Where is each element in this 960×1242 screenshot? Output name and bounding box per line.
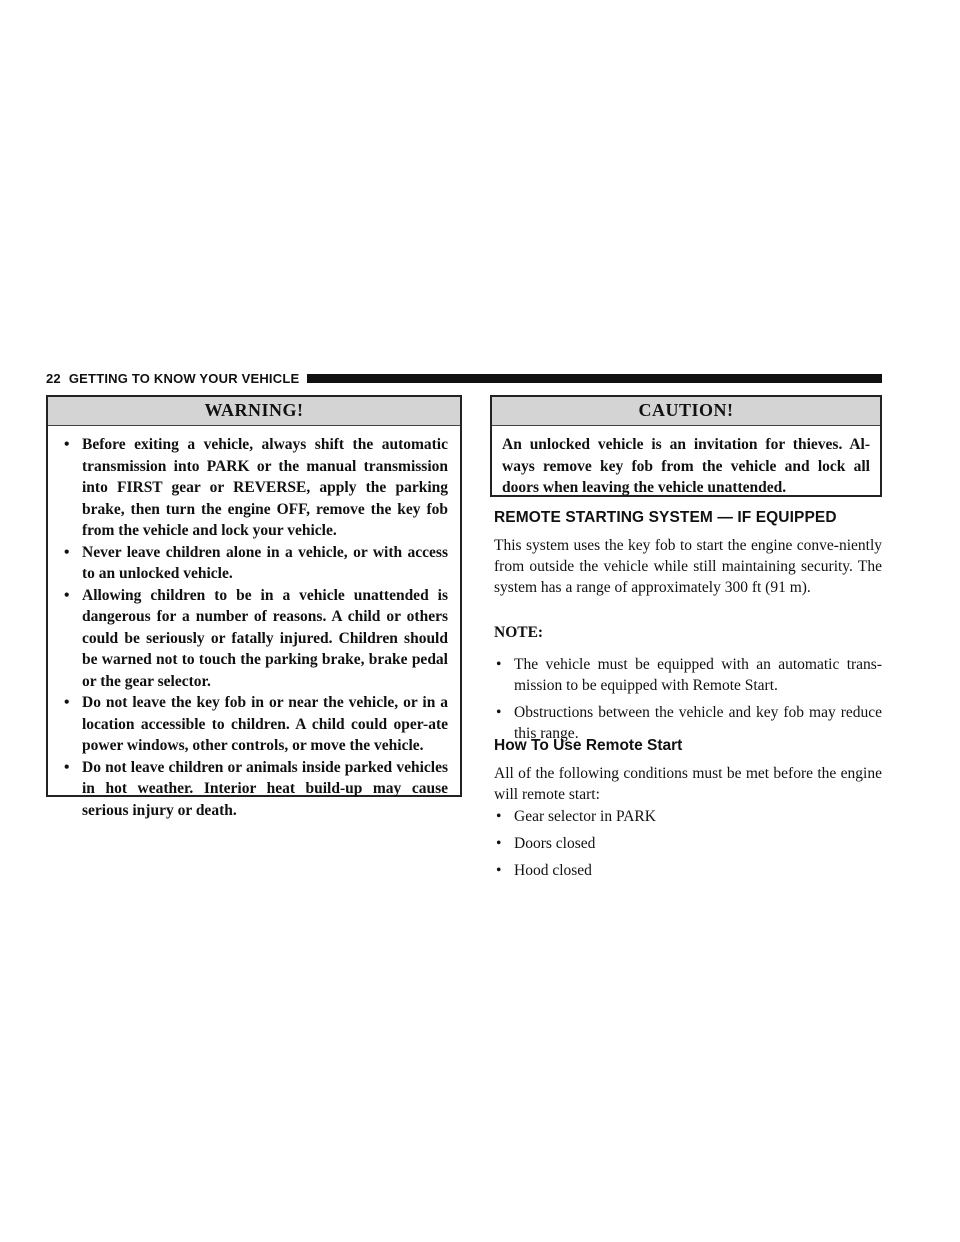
conditions-list [494, 806, 882, 887]
warning-box [46, 395, 462, 819]
bullet-icon: • [64, 543, 70, 561]
condition-item: • Doors closed [496, 835, 596, 852]
subheading: How To Use Remote Start [494, 737, 683, 754]
section-title: GETTING TO KNOW YOUR VEHICLE [68, 370, 300, 386]
conditions-intro: All of the following conditions must be met before the engine will remote start: [494, 765, 882, 803]
warning-list [62, 434, 448, 821]
note-list [494, 654, 882, 750]
caution-box [490, 395, 882, 497]
bullet-icon: • [64, 694, 70, 711]
warning-item: • Never leave children alone in a vehicle, or with access to an unlocked vehicle. [64, 543, 448, 582]
section-heading: REMOTE STARTING SYSTEM — IF EQUIPPED [494, 509, 837, 526]
note-label: NOTE: [494, 624, 544, 641]
warning-item: • Allowing children to be in a vehicle unattended is dangerous for a number of reasons. A child or others could be seriously or fatally injured. Children should be warned not to touch the parking brake, brake pedal or the gear selector. [64, 586, 448, 690]
warning-item: • Do not leave the key fob in or near the vehicle, or in a location accessible to children. A child could oper-ate power windows, other controls, or move the vehicle. [64, 694, 448, 754]
page-header [46, 370, 882, 386]
bullet-icon: • [64, 436, 70, 453]
bullet-icon: • [496, 835, 502, 852]
note-item: • Obstructions between the vehicle and key fob may reduce this range. [496, 704, 882, 742]
condition-item: • Hood closed [496, 862, 592, 879]
page-number: 22 [46, 370, 61, 386]
header-rule [307, 374, 882, 383]
warning-item: • Do not leave children or animals inside parked vehicles in hot weather. Interior heat build-up may cause serious injury or death. [64, 758, 448, 819]
bullet-icon: • [496, 862, 502, 879]
caution-title: CAUTION! [492, 397, 880, 426]
bullet-icon: • [64, 758, 70, 776]
bullet-icon: • [496, 808, 502, 825]
bullet-icon: • [496, 656, 502, 673]
bullet-icon: • [64, 586, 70, 604]
bullet-icon: • [496, 704, 502, 721]
warning-title: WARNING! [48, 397, 460, 426]
warning-item: • Before exiting a vehicle, always shift the automatic transmission into PARK or the manual transmission into FIRST gear or REVERSE, apply the parking brake, then turn the engine OFF, remove the key fob from the vehicle and lock your vehicle. [64, 436, 448, 539]
note-item: • The vehicle must be equipped with an automatic trans-mission to be equipped with Remote Start. [496, 656, 882, 694]
intro-paragraph: This system uses the key fob to start the engine conve-niently from outside the vehicle while still maintaining security. The system has a range of approximately 300 ft (91 m). [494, 537, 882, 596]
condition-item: • Gear selector in PARK [496, 808, 656, 825]
caution-text: An unlocked vehicle is an invitation for thieves. Al-ways remove key fob from the vehicle and lock all doors when leaving the vehicle unattended. [502, 436, 870, 496]
